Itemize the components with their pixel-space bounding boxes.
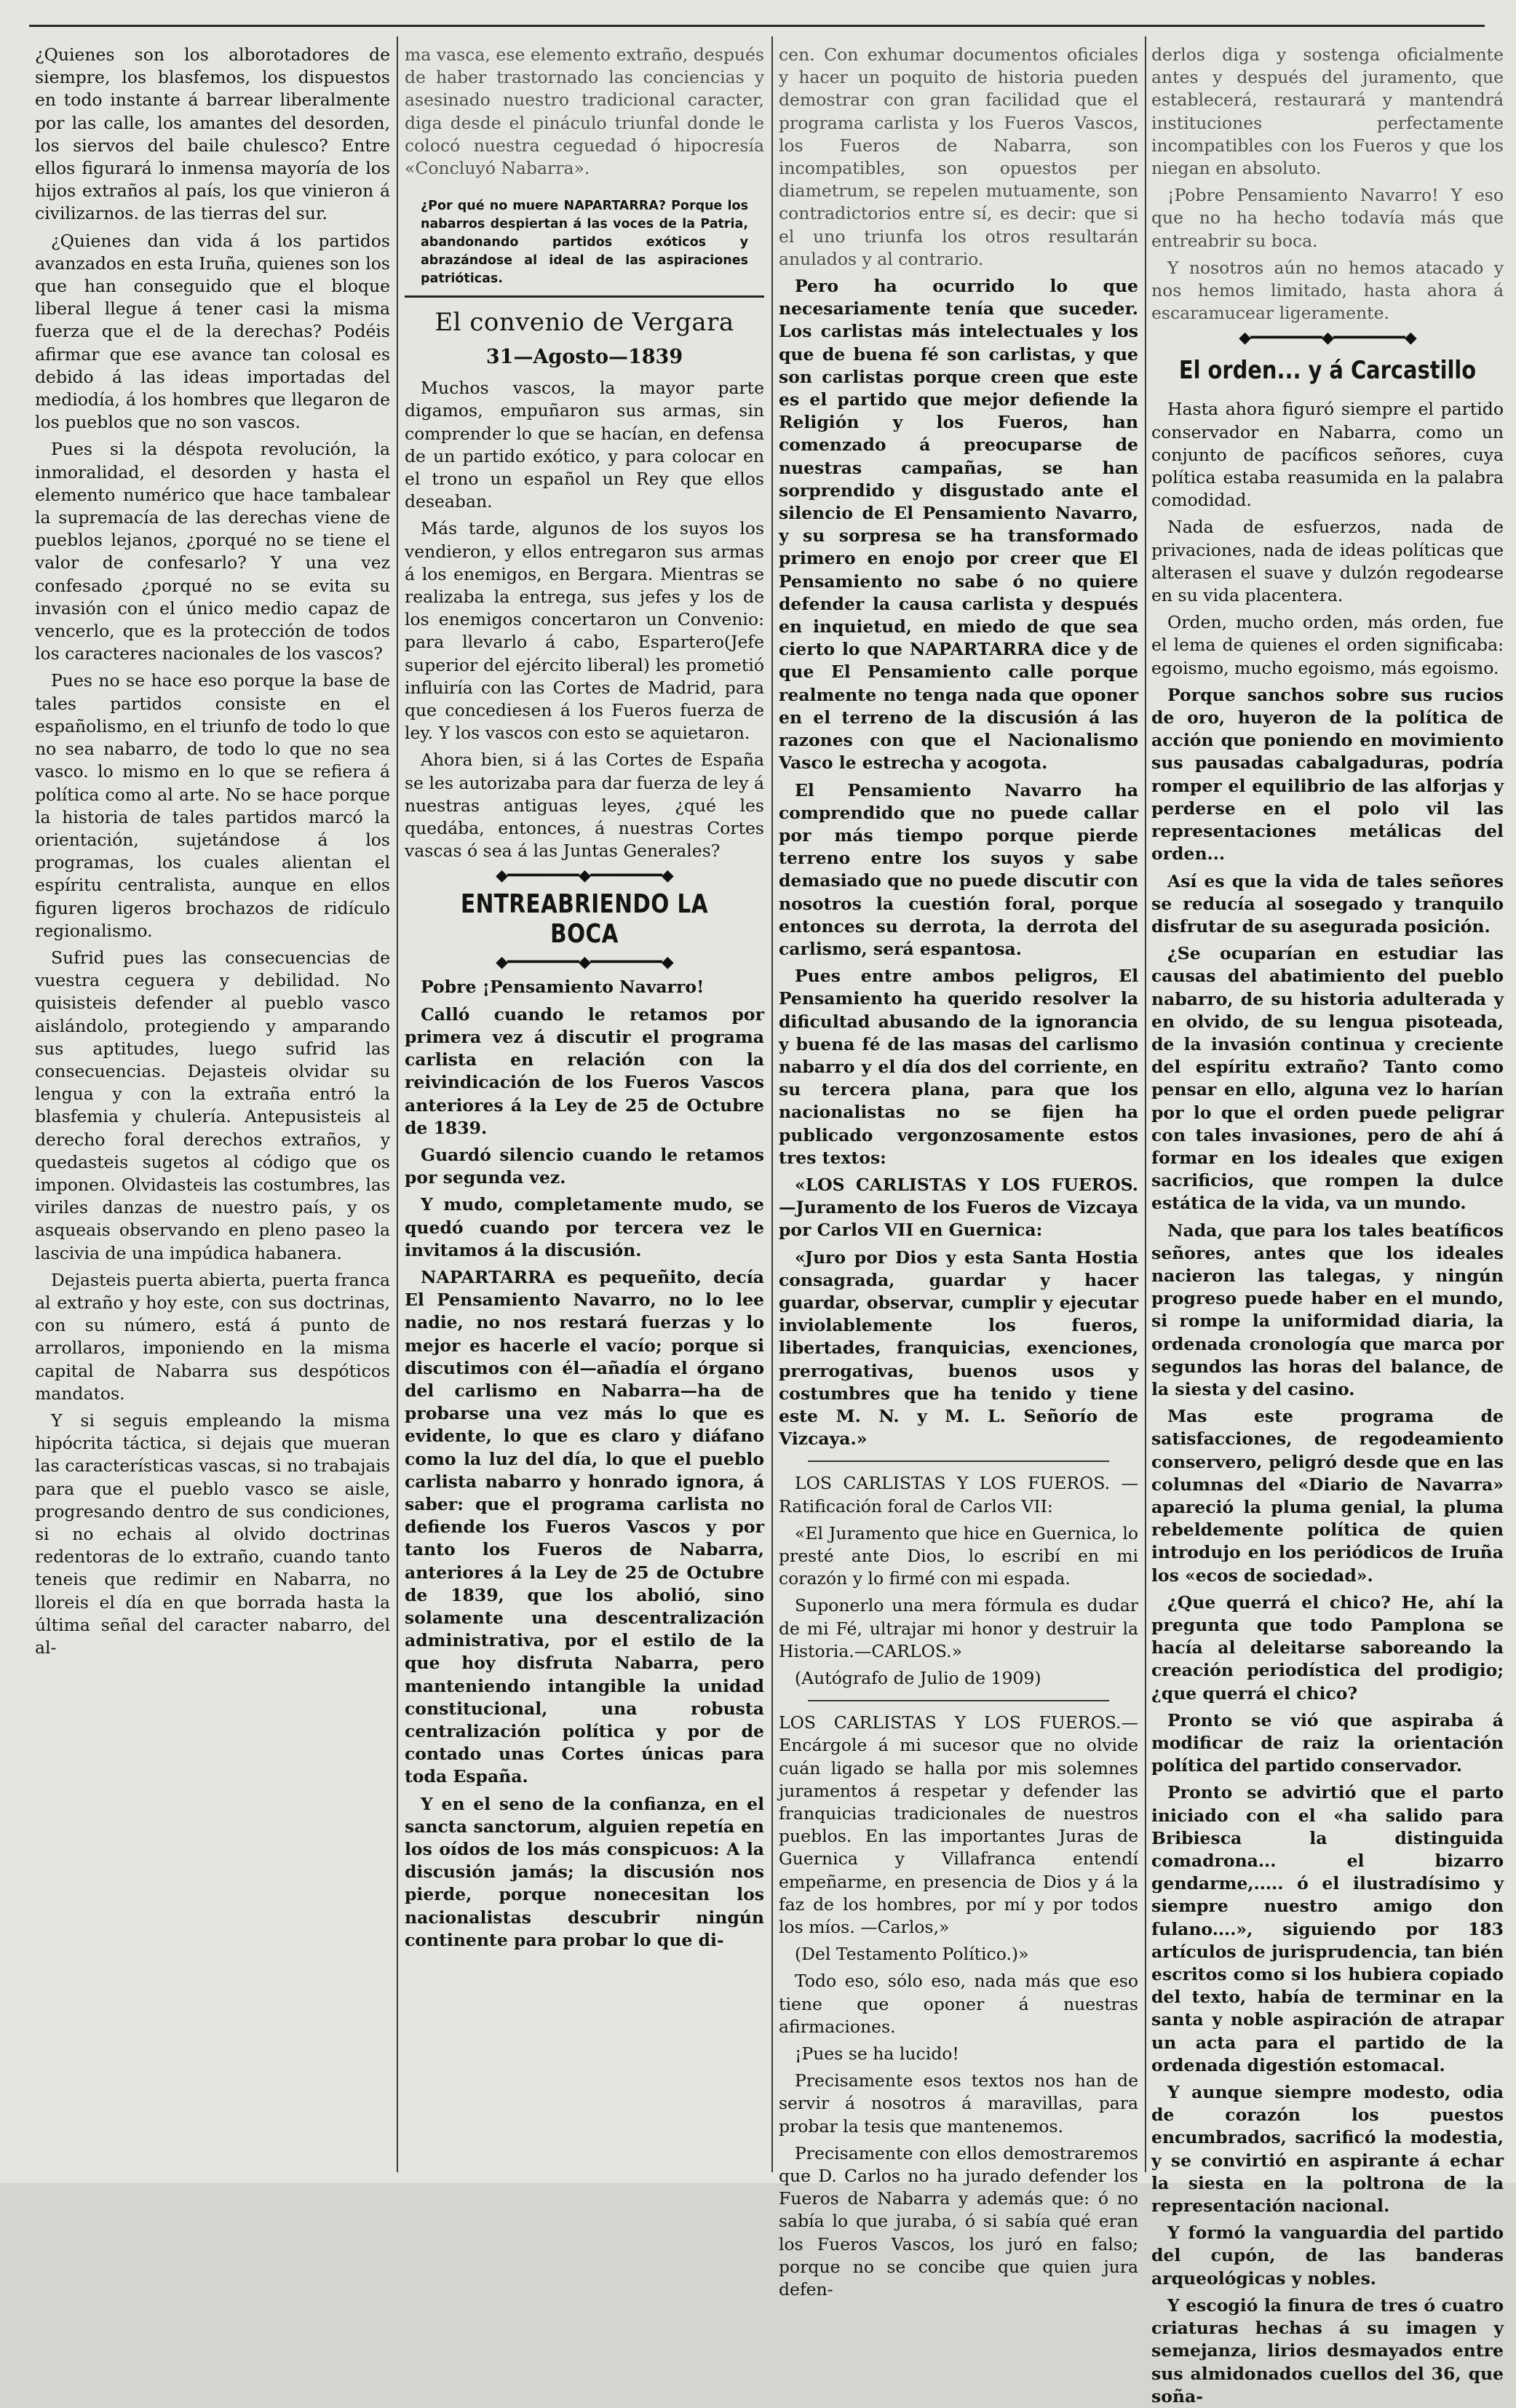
paragraph: Dejasteis puerta abierta, puerta franca al extraño y hoy este, con sus doctrinas, con su número, está á punto de arrollaros, imponiendo en la misma capital de Nabarra sus despóticos mandatos.: [35, 1269, 390, 1404]
paragraph: cen. Con exhumar documentos oficiales y hacer un poquito de historia pueden demostrar con gran facilidad que el programa carlista y los Fueros Vascos, los Fueros de Nabarra, son incompatibles, son opuestos per diametrum, se repelen mutuamente, son contradictorios entre sí, es decir: que si el uno triunfa los otros resultarán anulados y al contrario.: [779, 44, 1138, 269]
paragraph: Sufrid pues las consecuencias de vuestra ceguera y debilidad. No quisisteis defender al pueblo vasco aislándolo, protegiendo y amparando sus aptitudes, luego sufrid las consecuencias. Dejasteis olvidar su lengua y con la extraña entró la blasfemia y chulería. Antepusisteis al derecho foral derechos extraños, y quedasteis sugetos al código que os imponen. Olvidasteis las costumbres, las viriles danzas de nuestro país, y os asqueais observando en pleno paseo la lascivia de una impúdica habanera.: [35, 947, 390, 1263]
column-rule: [1145, 36, 1146, 2172]
paragraph: Ahora bien, si á las Cortes de España se les autorizaba para dar fuerza de ley á nuestras antiguas leyes, ¿qué les quedába, entonces, á nuestras Cortes vascas ó sea á las Juntas Generales?: [405, 750, 764, 862]
column-2: [405, 44, 764, 2172]
paragraph: Calló cuando le retamos por primera vez á discutir el programa carlista en relación con la reivindicación de los Fueros Vascos anteriores á la Ley de 25 de Octubre de 1839.: [405, 1004, 764, 1138]
faded-continuation: [1151, 44, 1504, 325]
paragraph: Porque sanchos sobre sus rucios de oro, huyeron de la política de acción que poniendo en movimiento sus pausadas cabalgaduras, podría romper el equilibrio de las alforjas y perderse en el polo vil las representaciones metálicas del orden...: [1151, 684, 1504, 865]
paragraph: Y mudo, completamente mudo, se quedó cuando por tercera vez le invitamos á la discusión.: [405, 1194, 764, 1260]
paragraph: Y si seguis empleando la misma hipócrita táctica, si dejais que mueran las características vascas, si no trabajais para que el pueblo vasco se aisle, progresando dentro de sus condiciones, si no echais al olvido doctrinas redentoras de lo extraño, cuando tanto teneis que redimir en Nabarra, no lloreis el día en que borrada hasta la última señal del caracter nabarro, del al-: [35, 1410, 390, 1658]
quote-source: (Autógrafo de Julio de 1909): [795, 1668, 1041, 1689]
paragraph: NAPARTARRA es pequeñito, decía El Pensamiento Navarro, no lo lee nadie, no nos restará fuerzas y lo mejor es hacerle el vacío; porque si discutimos con él—añadía el órgano del carlismo en Nabarra—ha de probarse una vez más lo que es evidente, lo que es claro y diáfano como la luz del día, lo que el pueblo carlista nabarro y honrado ignora, á saber: que el programa carlista no defiende los Fueros Vascos y por tanto los Fueros de Nabarra, anteriores á la Ley de 25 de Octubre de 1839, que los abolió, sino solamente una descentralización administrativa, por el estilo de la que hoy disfruta Nabarra, pero manteniendo intangible la unidad constitucional, una robusta centralización política y por de contado unas Cortes únicas para toda España.: [405, 1266, 764, 1787]
paragraph: ¿Quienes dan vida á los partidos avanzados en esta Iruña, quienes son los que han conseguido que el bloque liberal llegue á tener casi la misma fuerza que el de la derechas? Podéis afirmar que ese avance tan colosal es debido á las ideas importadas del mediodía, á los hombres que llegaron de los pueblos que no son vascos.: [35, 230, 390, 433]
paragraph: ¡Pobre Pensamiento Navarro! Y eso que no ha hecho todavía más que entreabrir su boca.: [1151, 185, 1504, 251]
paragraph: ¡Pues se ha lucido!: [795, 2043, 959, 2065]
paragraph: ¿Que querrá el chico? He, ahí la pregunta que todo Pamplona se hacía al deleitarse saboreando la creación periodística del prodigio; ¿que querrá el chico?: [1151, 1592, 1504, 1704]
paragraph: Pues si la déspota revolución, la inmoralidad, el desorden y hasta el elemento numérico que hace tambalear la supremacía de las derechas viene de pueblos lejanos, ¿porqué no se tiene el valor de confesarlo? Y una vez confesado ¿porqué no se evita su invasión con el único medio capaz de vencerlo, que es la protección de todos los caracteres nacionales de los vascos?: [35, 439, 390, 664]
quote-body: «El Juramento que hice en Guernica, lo presté ante Dios, lo escribí en mi corazón y lo firmé con mi espada.: [779, 1522, 1138, 1589]
paragraph: Hasta ahora figuró siempre el partido conservador en Nabarra, como un conjunto de pacíficos señores, cuya política estaba reasumida en la palabra comodidad.: [1151, 399, 1504, 511]
paragraph: Mas este programa de satisfacciones, de regodeamiento conservero, peligró desde que en las columnas del «Diario de Navarra» apareció la pluma genial, la pluma rebeldemente política de quien introdujo en los periódicos de Iruña los «ecos de sociedad».: [1151, 1406, 1504, 1586]
ornament-divider: ◆━━━━━━━━◆━━━━━━━━◆: [1239, 329, 1416, 348]
paragraph: Y formó la vanguardia del partido del cupón, de las banderas arqueológicas y nobles.: [1151, 2222, 1504, 2289]
paragraph: Guardó silencio cuando le retamos por segunda vez.: [405, 1144, 764, 1188]
paragraph: Pobre ¡Pensamiento Navarro!: [421, 977, 705, 998]
paragraph: Todo eso, sólo eso, nada más que eso tiene que oponer á nuestras afirmaciones.: [779, 1971, 1138, 2037]
top-border: [29, 25, 1485, 27]
quote-separator: [808, 1461, 1109, 1462]
paragraph: Precisamente esos textos nos han de servir á nosotros á maravillas, para probar la tesis que mantenemos.: [779, 2070, 1138, 2137]
faded-continuation: [779, 44, 1138, 271]
paragraph: El Pensamiento Navarro ha comprendido que no puede callar por más tiempo porque pierde terreno entre los suyos y sabe demasiado que no puede discutir con nosotros la cuestión foral, porque entonces su derrota, la derrota del carlismo, será espantosa.: [779, 779, 1138, 959]
article-title-orden: El orden... y á Carcastillo: [1178, 356, 1477, 386]
paragraph: Pronto se advirtió que el parto iniciado con el «ha salido para Bribiesca la distinguida comadrona... el bizarro gendarme,..... ó el ilustradísimo y siempre nuestro amigo don fulano....», siguiendo por 183 artículos de jurisprudencia, tan bién escritos como si los hubiera copiado del texto, había de terminar en la santa y noble aspiración de atrapar un acta para el partido de la ordenada digestión estomacal.: [1151, 1782, 1504, 2075]
paragraph: Pues entre ambos peligros, El Pensamiento ha querido resolver la dificultad abusando de la ignorancia y buena fé de las masas del carlismo nabarro y el día dos del corriente, en su tercera plana, para que los nacionalistas no se fijen ha publicado vergonzosamente estos tres textos:: [779, 966, 1138, 1168]
article-date: 31—Agosto—1839: [485, 346, 683, 369]
paragraph: Y nosotros aún no hemos atacado y nos hemos limitado, hasta ahora á escaramucear ligeramente.: [1151, 257, 1504, 324]
column-rule: [397, 36, 398, 2172]
quote-heading: LOS CARLISTAS Y LOS FUEROS. —Ratificación foral de Carlos VII:: [779, 1473, 1138, 1517]
paragraph: Y escogió la finura de tres ó cuatro criaturas hechas á su imagen y semejanza, lirios desmayados entre sus almidonados cuellos del 36, que soña-: [1151, 2294, 1504, 2407]
paragraph: ¿Quienes son los alborotadores de siempre, los blasfemos, los dispuestos en todo instante á barrear liberalmente por las calle, los amantes del desorden, los siervos del baile chulesco? Entre ellos figurará lo inmensa mayoría de los hijos extraños al país, los que vinieron á civilizarnos. de las tierras del sur.: [35, 44, 390, 224]
paragraph: Nada de esfuerzos, nada de privaciones, nada de ideas políticas que alterasen el suave y dulzón regodearse en su vida placentera.: [1151, 517, 1504, 606]
paragraph: Pero ha ocurrido lo que necesariamente tenía que suceder. Los carlistas más intelectuales y los que de buena fé son carlistas, y que son carlistas porque creen que este es el partido que mejor defiende la Religión y los Fueros, han comenzado á preocuparse de nuestras campañas, se han sorprendido y disgustado ante el silencio de El Pensamiento Navarro, y su sorpresa se ha transformado primero en enojo por creer que El Pensamiento no sabe ó no quiere defender la causa carlista y después en inquietud, en miedo de que sea cierto lo que NAPARTARRA dice y de que El Pensamiento calle porque realmente no tenga nada que oponer en el terreno de la discusión á las razones con que el Nacionalismo Vasco le estrecha y acogota.: [779, 276, 1138, 774]
ornament-divider: ◆━━━━━━━━◆━━━━━━━━◆: [496, 867, 673, 886]
faded-continuation: [405, 44, 764, 180]
column-3: [779, 44, 1138, 2300]
paragraph: Más tarde, algunos de los suyos los vendieron, y ellos entregaron sus armas á los enemigos, en Bergara. Mientras se realizaba la entrega, sus jefes y los de los enemigos concertaron un Convenio: para llevarlo á cabo, Espartero(Jefe superior del ejército liberal) les prometió influiría con las Cortes de Madrid, para que concediesen á los Fueros fuerza de ley. Y los vascos con esto se aquietaron.: [405, 518, 764, 744]
paragraph: Precisamente con ellos demostraremos que D. Carlos no ha jurado defender los Fueros de Nabarra y además que: ó no sabía lo que juraba, ó si sabía qué eran los Fueros Vascos, los juró en falso; porque no se concibe que quien jura defen-: [779, 2142, 1138, 2300]
bold-article-body: [405, 976, 764, 1952]
paragraph: Y aunque siempre modesto, odia de corazón los puestos encumbrados, sacrificó la modestia, y se convirtió en aspirante á echar la siesta en la poltrona de la representación nacional.: [1151, 2082, 1504, 2217]
column-1: [35, 44, 390, 2172]
ornament-divider: ◆━━━━━━━━◆━━━━━━━━◆: [496, 953, 673, 972]
column-4: [1151, 44, 1504, 2407]
quote-separator: [808, 1700, 1109, 1701]
bold-article-body: [1151, 684, 1504, 2408]
article-title-vergara: El convenio de Vergara: [434, 308, 734, 338]
bold-article-body: [779, 275, 1138, 1450]
paragraph: ¿Se ocuparían en estudiar las causas del abatimiento del pueblo nabarro, de su historia adulterada y en olvido, de su lengua pisoteada, de la invasión continua y creciente del espíritu extraño? Tanto como pensar en ello, alguna vez lo harían por lo que el orden puede peligrar con tales invasiones, pero de ahí á formar en los ideales que exigen sacrificios, que rompen la dulce estática de la vida, va un mundo.: [1151, 943, 1504, 1214]
paragraph: Orden, mucho orden, más orden, fue el lema de quienes el orden significaba: egoismo, mucho egoismo, más egoismo.: [1151, 612, 1504, 678]
paragraph: derlos diga y sostenga oficialmente antes y después del juramento, que establecerá, restaurará y mantendrá instituciones perfectamente incompatibles con los Fueros y que los niegan en absoluto.: [1151, 44, 1504, 179]
quote-body: Suponerlo una mera fórmula es dudar de mi Fé, ultrajar mi honor y destruir la Historia.—CARLOS.»: [779, 1595, 1138, 1661]
quote-body: «Juro por Dios y esta Santa Hostia consagrada, guardar y hacer guardar, observar, cumplir y ejecutar inviolablemente los fueros, libertades, franquicias, exenciones, prerrogativas, buenos usos y costumbres que ha tenido y tiene este M. N. y M. L. Señorío de Vizcaya.»: [779, 1247, 1138, 1450]
paragraph: Pues no se hace eso porque la base de tales partidos consiste en el españolismo, en el triunfo de todo lo que no sea nabarro, de todo lo que no sea vasco. lo mismo en lo que se refiera á política como al arte. No se hace porque la historia de tales partidos marcó la orientación, sujetándose á los programas, los cuales alientan el espíritu centralista, aunque en ellos figuren ligeros brochazos de ridículo regionalismo.: [35, 670, 390, 941]
paragraph: Muchos vascos, la mayor parte digamos, empuñaron sus armas, sin comprender lo que se hacían, en defensa de un partido exótico, y para colocar en el trono un español un Rey que ellos deseaban.: [405, 378, 764, 512]
boxed-notice: ¿Por qué no muere NAPARTARRA? Porque los nabarros despiertan á las voces de la Patria, abandonando partidos exóticos y abrazándose al ideal de las aspiraciones patrióticas.: [405, 190, 764, 298]
column-rule: [771, 36, 773, 2172]
quote-heading: «LOS CARLISTAS Y LOS FUEROS. —Juramento de los Fueros de Vizcaya por Carlos VII en Guernica:: [779, 1174, 1138, 1241]
article-title-entreabriendo: ENTREABRIENDO LA BOCA: [461, 889, 708, 950]
paragraph: Así es que la vida de tales señores se reducía al sosegado y tranquilo disfrutar de su asegurada posición.: [1151, 870, 1504, 937]
quote-source: (Del Testamento Político.)»: [795, 1944, 1029, 1965]
paragraph: Pronto se vió que aspiraba á modificar de raiz la orientación política del partido conservador.: [1151, 1709, 1504, 1776]
quote-heading: LOS CARLISTAS Y LOS FUEROS.—Encárgole á mi sucesor que no olvide cuán ligado se halla por mis solemnes juramentos á respetar y defender las franquicias tradicionales de nuestros pueblos. En las importantes Juras de Guernica y Villafranca entendí empeñarme, en presencia de Dios y á la faz de los hombres, por mí y por todos los míos. —Carlos,»: [779, 1712, 1138, 1938]
paragraph: Y en el seno de la confianza, en el sancta sanctorum, alguien repetía en los oídos de los más conspicuos: A la discusión jamás; la discusión nos pierde, porque nonecesitan los nacionalistas descubrir ningún continente para probar lo que di-: [405, 1793, 764, 1950]
paragraph: Nada, que para los tales beatíficos señores, antes que los ideales nacieron las talegas, y ningún progreso puede haber en el mundo, si rompe la uniformidad diaria, la ordenada cronología que marca por segundos las horas del balance, de la siesta y del casino.: [1151, 1220, 1504, 1399]
paragraph: ma vasca, ese elemento extraño, después de haber trastornado las conciencias y asesinado nuestro tradicional caracter, diga desde el pináculo triunfal donde le colocó nuestra ceguedad ó hipocresía «Concluyó Nabarra».: [405, 44, 764, 179]
